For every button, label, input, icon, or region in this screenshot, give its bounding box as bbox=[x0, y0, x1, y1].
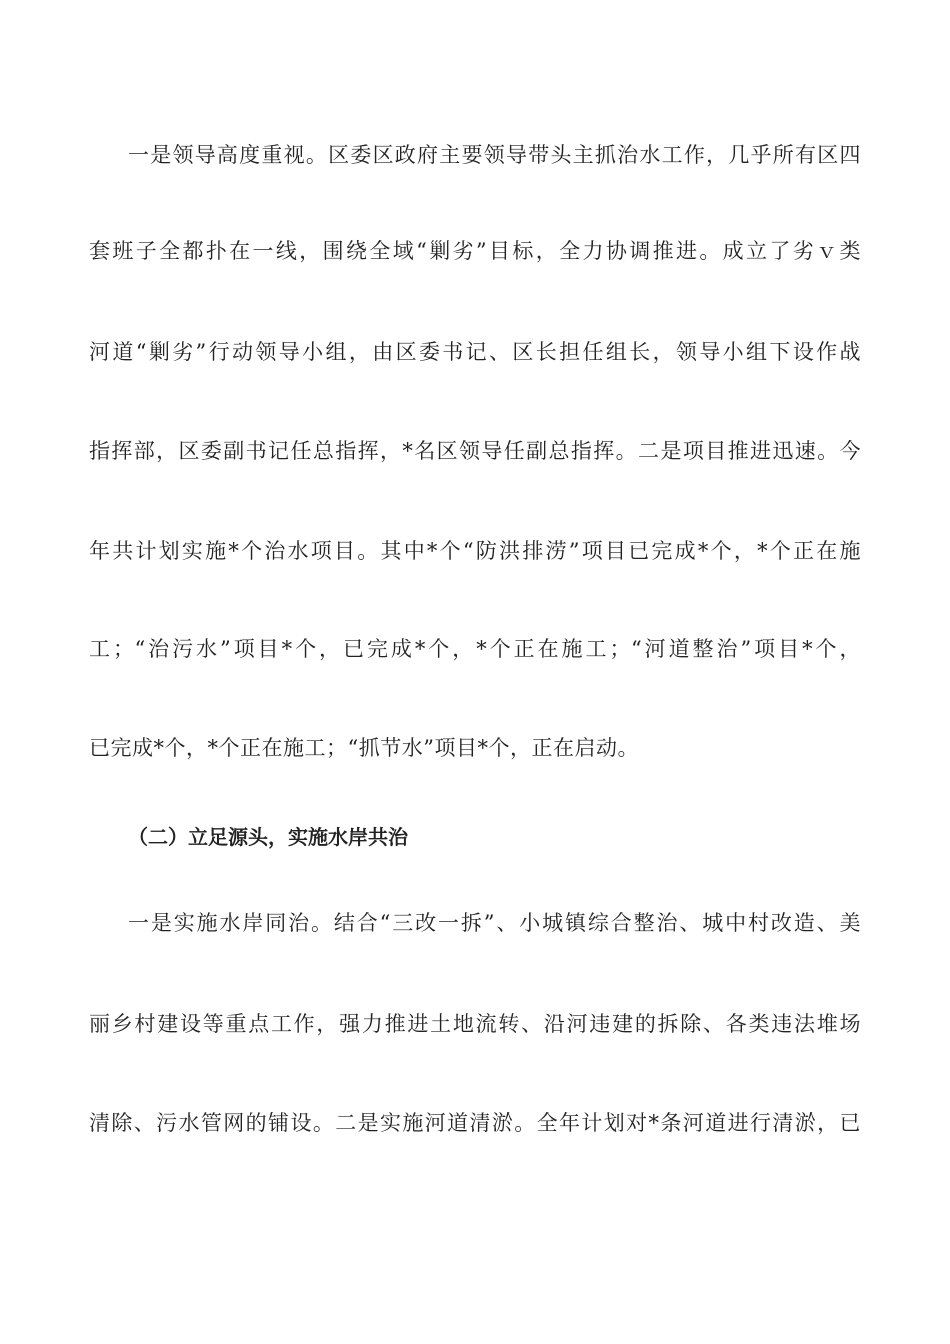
paragraph-1-line-7: 已完成*个，*个正在施工；“抓节水”项目*个，正在启动。 bbox=[89, 736, 639, 760]
paragraph-1-line-5: 年共计划实施*个治水项目。其中*个“防洪排涝”项目已完成*个，*个正在施 bbox=[89, 539, 861, 563]
paragraph-2-line-2: 丽乡村建设等重点工作，强力推进土地流转、沿河违建的拆除、各类违法堆场 bbox=[89, 1012, 861, 1036]
section-heading: （二）立足源头，实施水岸共治 bbox=[128, 825, 408, 849]
paragraph-2-line-1: 一是实施水岸同治。结合“三改一拆”、小城镇综合整治、城中村改造、美 bbox=[128, 911, 861, 935]
paragraph-1-line-3: 河道“剿劣”行动领导小组，由区委书记、区长担任组长，领导小组下设作战 bbox=[89, 340, 861, 364]
paragraph-1-line-6: 工；“治污水”项目*个，已完成*个，*个正在施工；“河道整治”项目*个， bbox=[89, 637, 861, 661]
paragraph-2-line-3: 清除、污水管网的铺设。二是实施河道清淤。全年计划对*条河道进行清淤，已 bbox=[89, 1111, 861, 1135]
paragraph-1-line-2: 套班子全都扑在一线，围绕全域“剿劣”目标，全力协调推进。成立了劣ｖ类 bbox=[89, 239, 861, 263]
paragraph-1-line-1: 一是领导高度重视。区委区政府主要领导带头主抓治水工作，几乎所有区四 bbox=[128, 143, 861, 167]
paragraph-1-line-4: 指挥部，区委副书记任总指挥，*名区领导任副总指挥。二是项目推进迅速。今 bbox=[89, 439, 861, 463]
